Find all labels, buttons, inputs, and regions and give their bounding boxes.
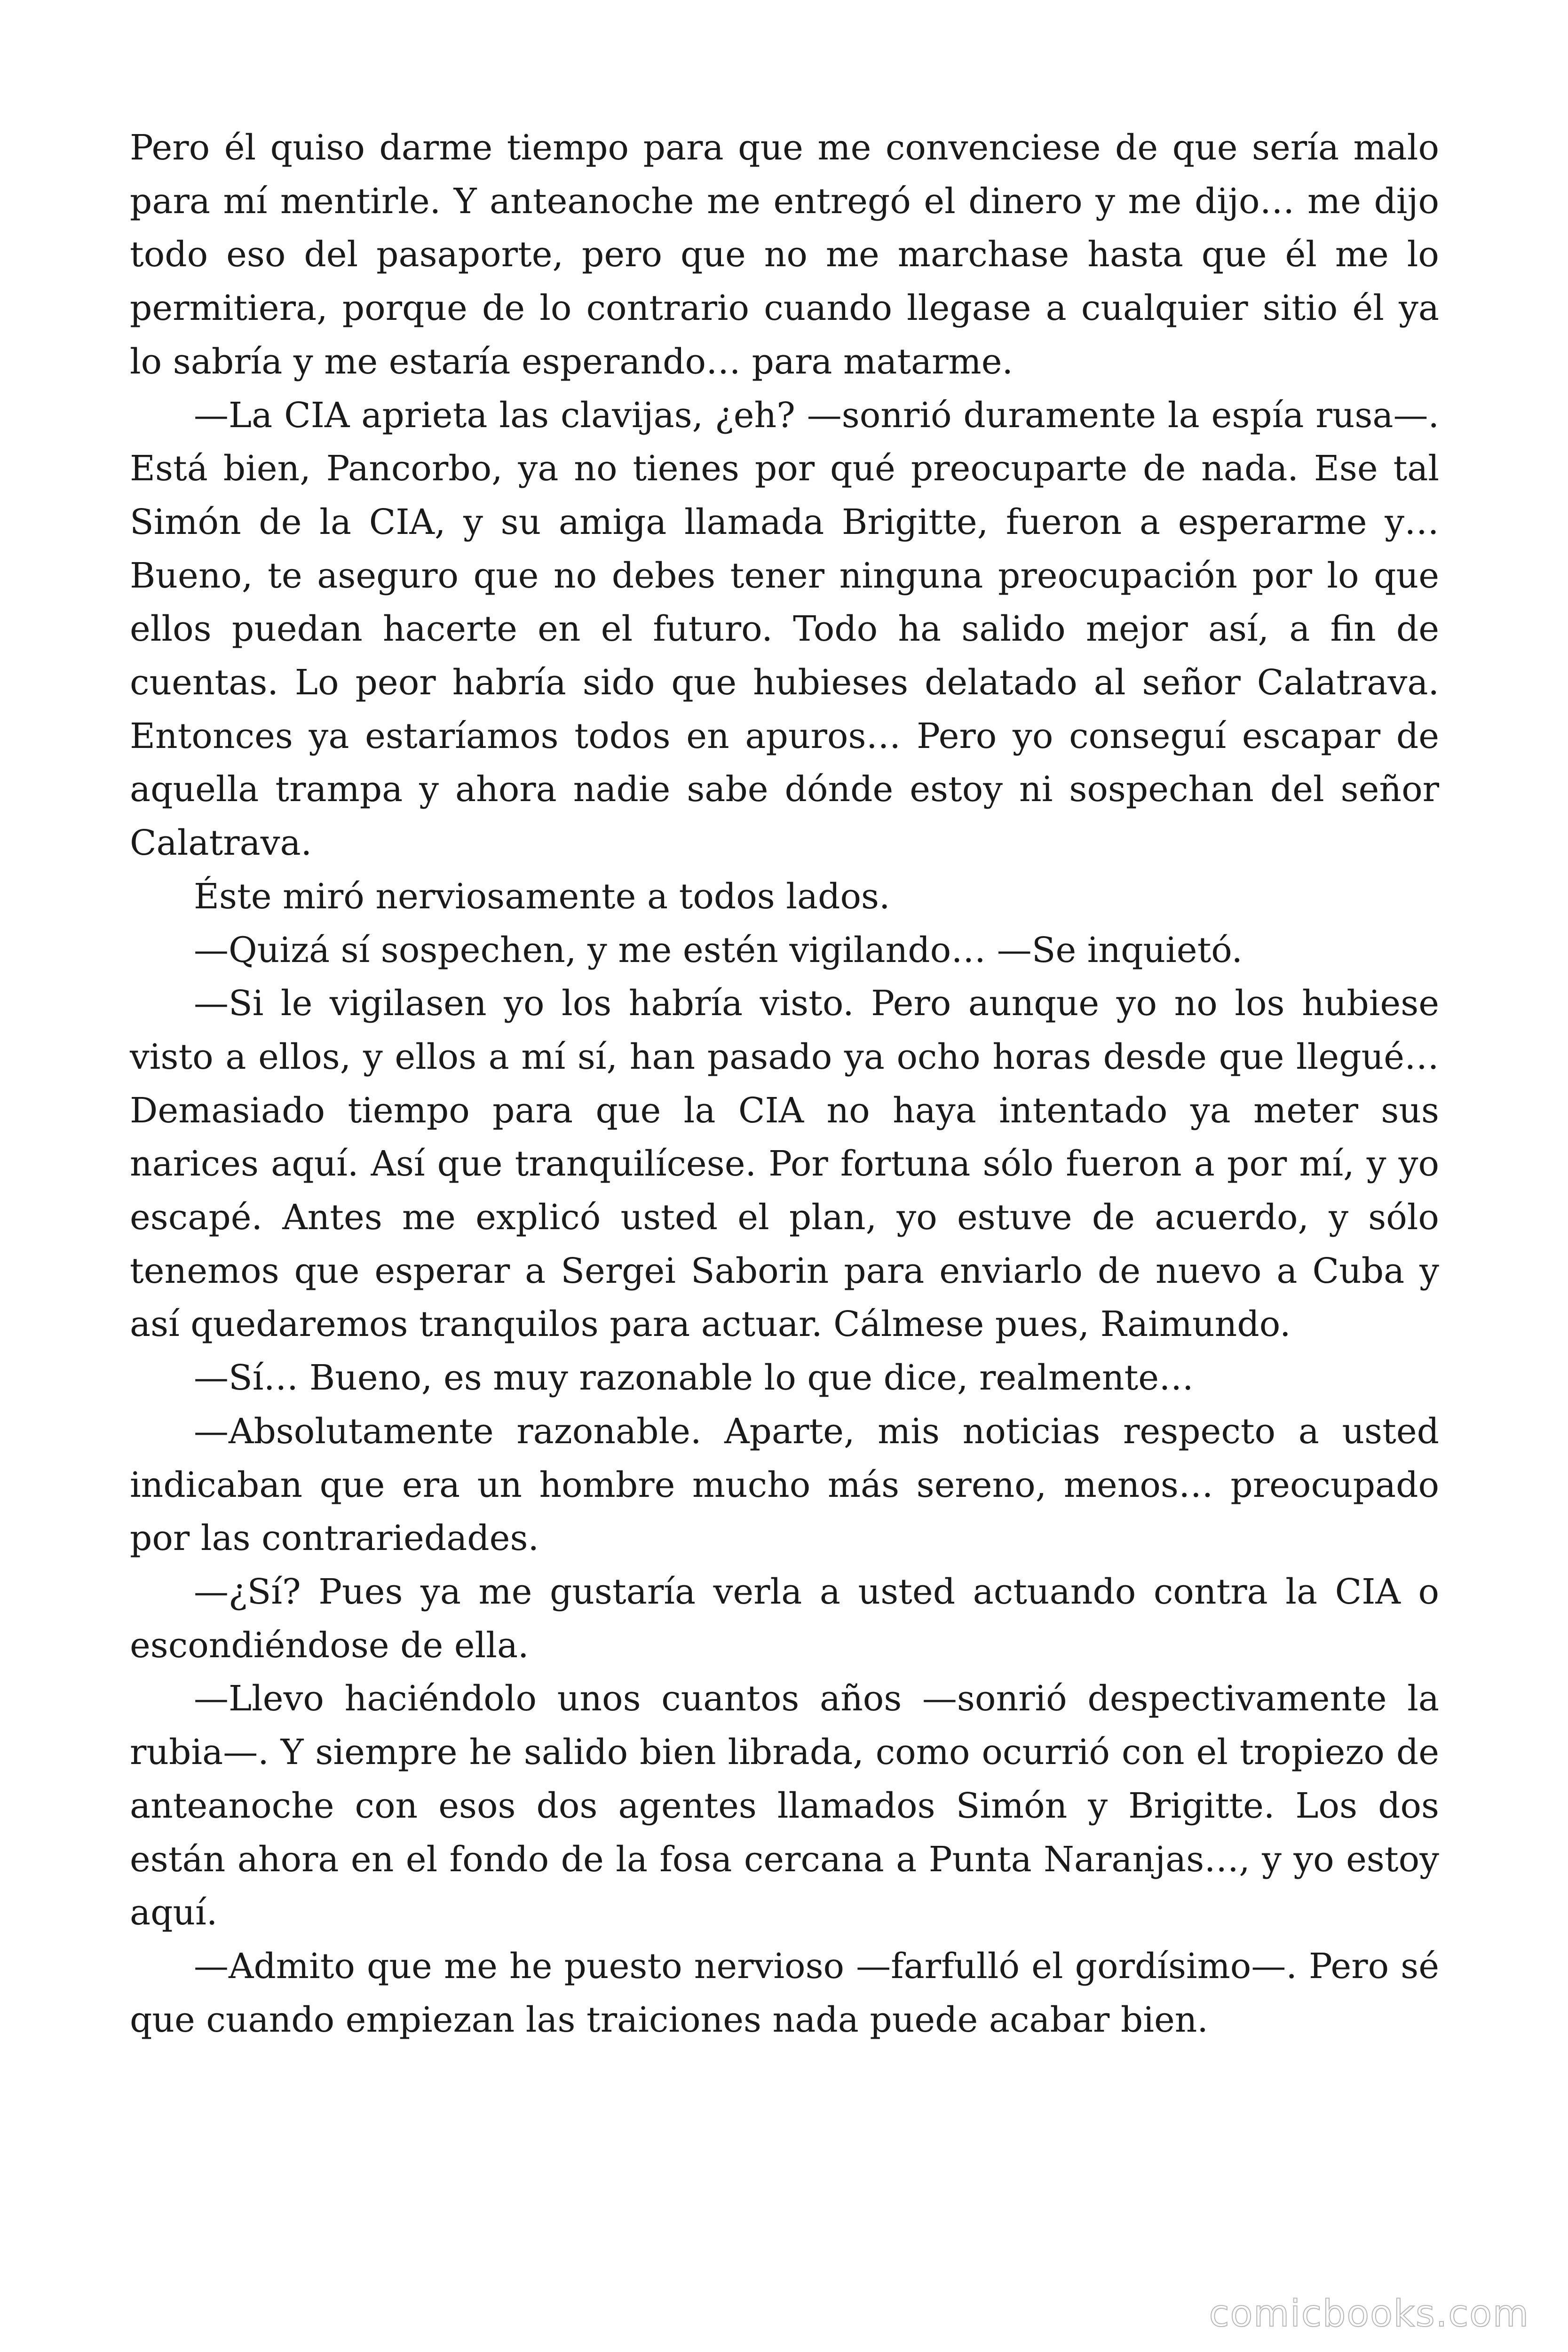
paragraph-dialogue: —Sí… Bueno, es muy razonable lo que dice, realmente…: [194, 1358, 1194, 1398]
paragraph-dialogue: —Llevo haciéndolo unos cuantos años —sonrió despectivamente la rubia—. Y siempre he salido bien librada, como ocurrió con el tropiezo de anteanoche con esos dos agentes llamados Simón y Brigitte. Los dos están ahora en el fondo de la fosa cercana a Punta Naranjas…, y yo estoy aquí.: [130, 1678, 1439, 1933]
paragraph-dialogue: —Absolutamente razonable. Aparte, mis noticias respecto a usted indicaban que era un hombre mucho más sereno, menos… preocupado por las contrariedades.: [130, 1411, 1439, 1559]
paragraph-dialogue: —Admito que me he puesto nervioso —farfulló el gordísimo—. Pero sé que cuando empiezan las traiciones nada puede acabar bien.: [130, 1946, 1439, 2040]
paragraph-dialogue: —¿Sí? Pues ya me gustaría verla a usted actuando contra la CIA o escondiéndose de ella.: [130, 1571, 1439, 1666]
paragraph-continuation: Pero él quiso darme tiempo para que me convenciese de que sería malo para mí mentirle. Y anteanoche me entregó el dinero y me dijo… me dijo todo eso del pasaporte, pero que no me marchase hasta que él me lo permitiera, porque de lo contrario cuando llegase a cualquier sitio él ya lo sabría y me estaría esperando… para matarme.: [130, 127, 1439, 382]
paragraph-dialogue: —Si le vigilasen yo los habría visto. Pero aunque yo no los hubiese visto a ellos, y ellos a mí sí, han pasado ya ocho horas desde que llegué… Demasiado tiempo para que la CIA no haya intentado ya meter sus narices aquí. Así que tranquilícese. Por fortuna sólo fueron a por mí, y yo escapé. Antes me explicó usted el plan, yo estuve de acuerdo, y sólo tenemos que esperar a Sergei Saborin para enviarlo de nuevo a Cuba y así quedaremos tranquilos para actuar. Cálmese pues, Raimundo.: [130, 983, 1439, 1345]
paragraph-dialogue: —Quizá sí sospechen, y me estén vigilando… —Se inquietó.: [194, 930, 1243, 970]
watermark-logo: comicbooks.com: [1209, 2293, 1529, 2335]
paragraph-dialogue: —La CIA aprieta las clavijas, ¿eh? —sonrió duramente la espía rusa—. Está bien, Pancorbo, ya no tienes por qué preocuparte de nada. Ese tal Simón de la CIA, y su amiga llamada Brigitte, fueron a esperarme y… Bueno, te aseguro que no debes tener ninguna preocupación por lo que ellos puedan hacerte en el futuro. Todo ha salido mejor así, a fin de cuentas. Lo peor habría sido que hubieses delatado al señor Calatrava. Entonces ya estaríamos todos en apuros… Pero yo conseguí escapar de aquella trampa y ahora nadie sabe dónde estoy ni sospechan del señor Calatrava.: [130, 395, 1439, 864]
body-text: [130, 121, 1439, 2047]
paragraph-narration: Éste miró nerviosamente a todos lados.: [194, 876, 890, 917]
